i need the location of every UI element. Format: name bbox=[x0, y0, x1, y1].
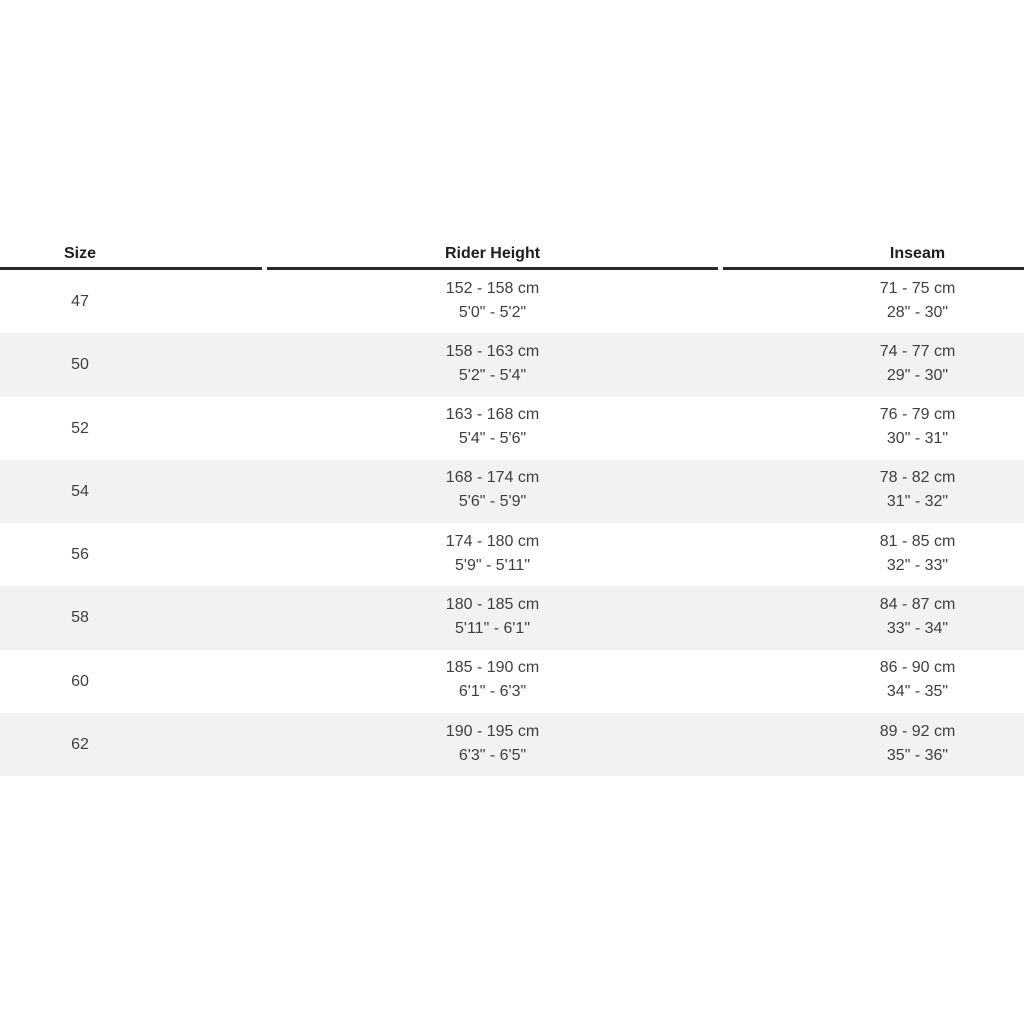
rider-height-cell bbox=[267, 397, 718, 460]
inseam-in: 28" - 30" bbox=[886, 303, 949, 321]
inseam-cm: 71 - 75 cm bbox=[879, 279, 956, 297]
table-row bbox=[0, 586, 1024, 649]
inseam-cm: 84 - 87 cm bbox=[879, 595, 956, 613]
size-cell: 58 bbox=[71, 609, 89, 627]
table-row bbox=[0, 333, 1024, 396]
rider-height-cm: 163 - 168 cm bbox=[445, 406, 540, 424]
column-header-size: Size bbox=[0, 237, 262, 270]
inseam-in: 32" - 33" bbox=[886, 556, 949, 574]
rider-height-cell bbox=[267, 523, 718, 586]
inseam-cm: 81 - 85 cm bbox=[879, 532, 956, 550]
inseam-cell bbox=[723, 397, 1024, 460]
inseam-cell bbox=[723, 523, 1024, 586]
size-cell: 56 bbox=[71, 546, 89, 564]
inseam-cell bbox=[723, 586, 1024, 649]
table-header-row bbox=[0, 237, 1024, 270]
inseam-in: 35" - 36" bbox=[886, 746, 949, 764]
table-row bbox=[0, 397, 1024, 460]
table-row bbox=[0, 460, 1024, 523]
table-body bbox=[0, 270, 1024, 776]
rider-height-cell bbox=[267, 333, 718, 396]
inseam-cell bbox=[723, 460, 1024, 523]
inseam-in: 31" - 32" bbox=[886, 493, 949, 511]
size-cell: 52 bbox=[71, 419, 89, 437]
rider-height-cm: 190 - 195 cm bbox=[445, 722, 540, 740]
inseam-cell bbox=[723, 650, 1024, 713]
column-header-inseam: Inseam bbox=[723, 237, 1024, 270]
inseam-cm: 76 - 79 cm bbox=[879, 406, 956, 424]
rider-height-cell bbox=[267, 460, 718, 523]
size-chart-table-inner bbox=[0, 237, 1024, 776]
table-row bbox=[0, 650, 1024, 713]
inseam-cell bbox=[723, 333, 1024, 396]
inseam-cm: 86 - 90 cm bbox=[879, 659, 956, 677]
rider-height-cell bbox=[267, 270, 718, 333]
rider-height-ft: 5'6" - 5'9" bbox=[458, 493, 527, 511]
size-cell: 62 bbox=[71, 736, 89, 754]
rider-height-cm: 185 - 190 cm bbox=[445, 659, 540, 677]
rider-height-ft: 5'4" - 5'6" bbox=[458, 430, 527, 448]
inseam-in: 34" - 35" bbox=[886, 683, 949, 701]
rider-height-ft: 5'9" - 5'11" bbox=[455, 556, 530, 574]
rider-height-cm: 174 - 180 cm bbox=[445, 532, 540, 550]
inseam-cell bbox=[723, 270, 1024, 333]
rider-height-cm: 180 - 185 cm bbox=[445, 595, 540, 613]
rider-height-ft: 5'2" - 5'4" bbox=[458, 366, 527, 384]
column-header-rider-height: Rider Height bbox=[267, 237, 718, 270]
size-cell: 54 bbox=[71, 482, 89, 500]
rider-height-ft: 5'0" - 5'2" bbox=[458, 303, 527, 321]
rider-height-cm: 152 - 158 cm bbox=[445, 279, 540, 297]
size-cell: 47 bbox=[71, 293, 89, 310]
size-cell: 60 bbox=[71, 672, 89, 690]
rider-height-cell bbox=[267, 713, 718, 776]
inseam-cm: 74 - 77 cm bbox=[879, 342, 956, 360]
rider-height-ft: 5'11" - 6'1" bbox=[455, 619, 530, 637]
table-row bbox=[0, 523, 1024, 586]
inseam-cm: 89 - 92 cm bbox=[879, 722, 956, 740]
table-row bbox=[0, 270, 1024, 333]
size-chart-table bbox=[0, 237, 1024, 776]
inseam-in: 33" - 34" bbox=[886, 619, 949, 637]
rider-height-cell bbox=[267, 650, 718, 713]
rider-height-ft: 6'1" - 6'3" bbox=[458, 683, 527, 701]
rider-height-ft: 6'3" - 6'5" bbox=[458, 746, 527, 764]
rider-height-cm: 158 - 163 cm bbox=[445, 342, 540, 360]
inseam-in: 30" - 31" bbox=[886, 430, 949, 448]
inseam-cm: 78 - 82 cm bbox=[879, 469, 956, 487]
inseam-in: 29" - 30" bbox=[886, 366, 949, 384]
inseam-cell bbox=[723, 713, 1024, 776]
table-row bbox=[0, 713, 1024, 776]
rider-height-cm: 168 - 174 cm bbox=[445, 469, 540, 487]
rider-height-cell bbox=[267, 586, 718, 649]
size-cell: 50 bbox=[71, 356, 89, 374]
